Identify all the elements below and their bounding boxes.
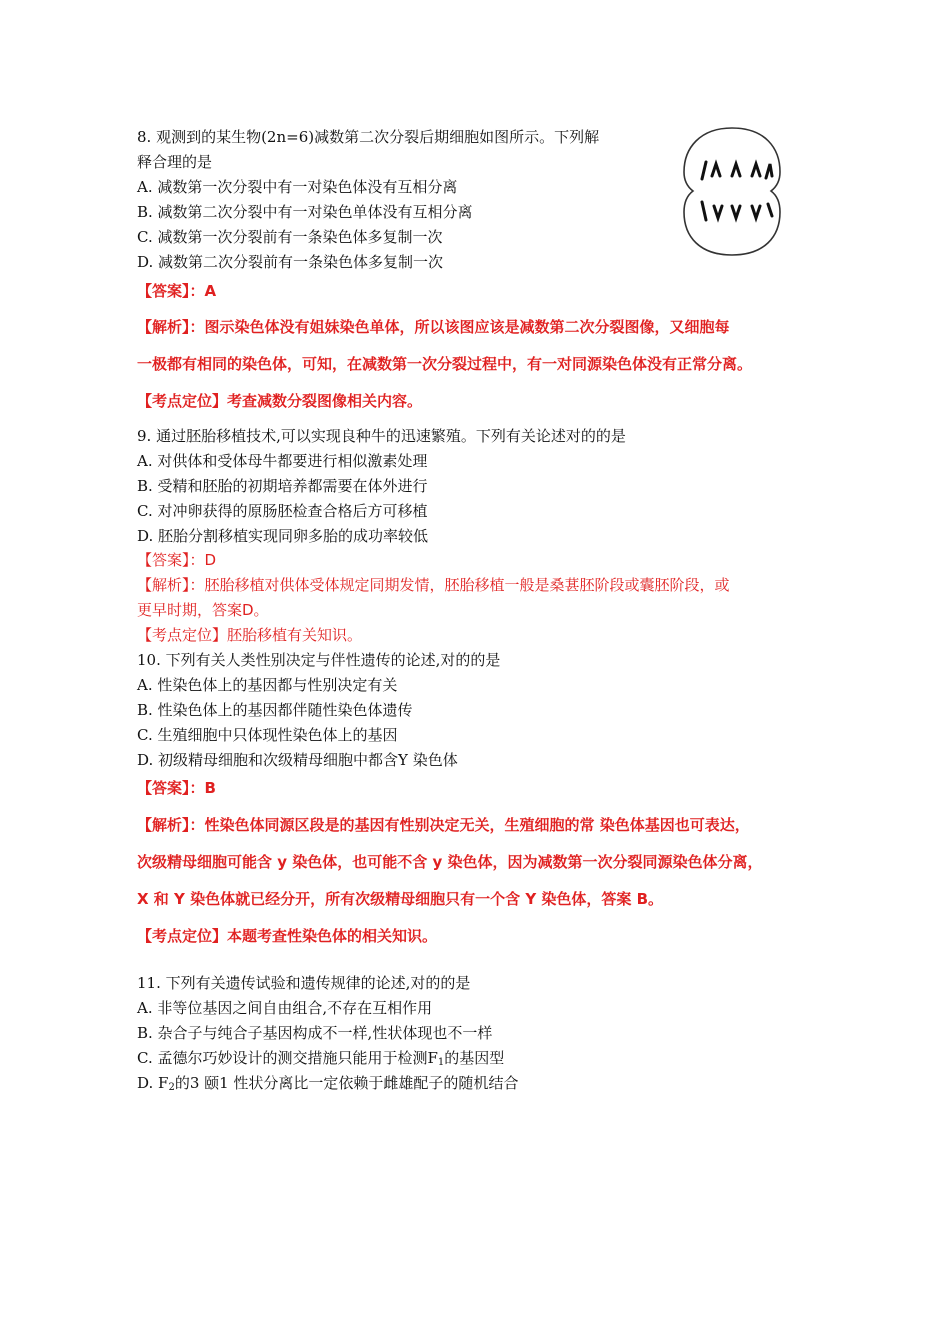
q8-answer: 【答案】：A <box>137 282 217 300</box>
q9-analysis-line1: 【解析】：胚胎移植对供体受体规定同期发情，胚胎移植一般是桑葚胚阶段或囊胚阶段，或 <box>137 576 730 594</box>
chromosome <box>752 164 760 176</box>
q9-option-a: A. 对供体和受体母牛都要进行相似激素处理 <box>137 452 428 470</box>
q11-option-d <box>137 1073 518 1098</box>
q8-stem-line1: 8. 观测到的某生物(2n=6)减数第二次分裂后期细胞如图所示。下列解 <box>137 128 600 146</box>
q9-stem: 9. 通过胚胎移植技术,可以实现良种牛的迅速繁殖。下列有关论述对的的是 <box>137 427 626 445</box>
q11-option-a: A. 非等位基因之间自由组合,不存在互相作用 <box>137 999 433 1017</box>
q9-answer: 【答案】：D <box>137 551 217 569</box>
upper-chromosomes <box>702 162 772 179</box>
q8-option-d: D. 减数第二次分裂前有一条染色体多复制一次 <box>137 253 444 271</box>
q10-option-c: C. 生殖细胞中只体现性染色体上的基因 <box>137 726 398 744</box>
q10-analysis-line1: 【解析】：性染色体同源区段是的基因有性别决定无关，生殖细胞的常 染色体基因也可表达， <box>137 816 750 834</box>
q11-stem: 11. 下列有关遗传试验和遗传规律的论述,对的的是 <box>137 974 471 992</box>
q10-analysis-line3: X 和 Y 染色体就已经分开，所有次级精母细胞只有一个含 Y 染色体，答案 B。 <box>137 890 664 908</box>
q11-option-d-text: D. F <box>137 1074 169 1092</box>
q11-option-b: B. 杂合子与纯合子基因构成不一样,性状体现也不一样 <box>137 1024 493 1042</box>
chromosome <box>732 164 740 176</box>
q11-option-d-subscript: 2 <box>168 1082 175 1093</box>
q10-point: 【考点定位】本题考查性染色体的相关知识。 <box>137 927 438 945</box>
q10-option-d: D. 初级精母细胞和次级精母细胞中都含Y 染色体 <box>137 751 458 769</box>
chromosome <box>702 202 706 220</box>
q10-analysis-line2: 次级精母细胞可能含 y 染色体，也可能不含 y 染色体，因为减数第一次分裂同源染色体分离， <box>137 853 763 871</box>
q9-option-d: D. 胚胎分割移植实现同卵多胎的成功率较低 <box>137 527 429 545</box>
q9-analysis-line2: 更早时期，答案D。 <box>137 601 269 619</box>
q8-analysis-line1: 【解析】：图示染色体没有姐妹染色单体，所以该图应该是减数第二次分裂图像，又细胞每 <box>137 318 730 336</box>
q8-option-c: C. 减数第一次分裂前有一条染色体多复制一次 <box>137 228 443 246</box>
q9-option-c: C. 对冲卵获得的原肠胚检查合格后方可移植 <box>137 502 428 520</box>
q8-analysis-line2: 一极都有相同的染色体，可知，在减数第一次分裂过程中，有一对同源染色体没有正常分离。 <box>137 355 753 373</box>
chromosome <box>766 164 772 178</box>
chromosome <box>732 206 740 218</box>
q11-option-c-text: C. 孟德尔巧妙设计的测交措施只能用于检测F <box>137 1049 438 1067</box>
q11-option-d-tail: 的3 颐1 性状分离比一定依赖于雌雄配子的随机结合 <box>174 1074 519 1092</box>
q11-option-c-tail: 的基因型 <box>444 1049 505 1067</box>
q10-option-b: B. 性染色体上的基因都伴随性染色体遗传 <box>137 701 413 719</box>
cell-outline <box>684 128 780 255</box>
chromosome <box>768 204 772 216</box>
q9-option-b: B. 受精和胚胎的初期培养都需要在体外进行 <box>137 477 428 495</box>
q9-point: 【考点定位】胚胎移植有关知识。 <box>137 626 363 644</box>
q8-point: 【考点定位】考查减数分裂图像相关内容。 <box>137 392 423 410</box>
q11-option-c-subscript: 1 <box>437 1057 445 1068</box>
q10-answer: 【答案】：B <box>137 779 216 797</box>
q10-stem: 10. 下列有关人类性别决定与伴性遗传的论述,对的的是 <box>137 651 501 669</box>
chromosome <box>752 206 760 218</box>
lower-chromosomes <box>702 202 772 220</box>
q8-option-a: A. 减数第一次分裂中有一对染色体没有互相分离 <box>137 178 458 196</box>
q11-option-c <box>137 1048 504 1073</box>
q8-stem-line2: 释合理的是 <box>137 153 213 171</box>
q10-option-a: A. 性染色体上的基因都与性别决定有关 <box>137 676 398 694</box>
chromosome <box>712 164 720 176</box>
q8-option-b: B. 减数第二次分裂中有一对染色单体没有互相分离 <box>137 203 473 221</box>
chromosome <box>702 162 706 179</box>
cell-division-figure <box>680 124 785 259</box>
chromosome <box>714 206 722 218</box>
